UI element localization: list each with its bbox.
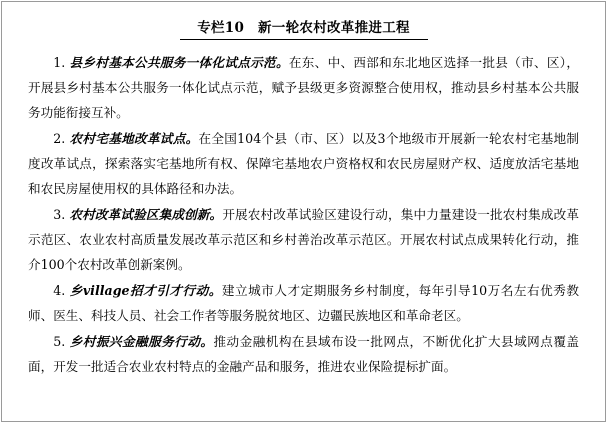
paragraph-5-lead: 乡村振兴金融服务行动。 xyxy=(69,334,214,349)
document-body xyxy=(2,40,605,379)
paragraph-4 xyxy=(28,278,579,328)
paragraph-3-lead: 农村改革试验区集成创新。 xyxy=(69,207,223,222)
paragraph-1-lead: 县乡村基本公共服务一体化试点示范。 xyxy=(69,55,289,70)
paragraph-4-text: 建立城市人才定期服务乡村制度，每年引导10万名左右优秀教师、医生、科技人员、社会工作者等服务脱贫地区、边疆民族地区和革命老区。 xyxy=(28,283,579,323)
paragraph-3-text: 开展农村改革试验区建设行动，集中力量建设一批农村集成改革示范区、农业农村高质量发展改革示范区和乡村善治改革示范区。开展农村试点成果转化行动，推介100个农村改革创新案例。 xyxy=(28,207,579,272)
paragraph-1 xyxy=(28,50,579,125)
paragraph-5 xyxy=(28,329,579,379)
paragraph-2-text: 在全国104个县（市、区）以及3个地级市开展新一轮农村宅基地制度改革试点，探索落实宅基地所有权、保障宅基地农户资格权和农民房屋财产权、适度放活宅基地和农民房屋使用权的具体路径和办法。 xyxy=(28,131,579,196)
paragraph-2-number: 2. xyxy=(53,131,66,146)
paragraph-2-lead: 农村宅基地改革试点。 xyxy=(69,131,199,146)
paragraph-5-number: 5. xyxy=(53,334,66,349)
paragraph-4-number: 4. xyxy=(53,283,66,298)
paragraph-1-number: 1. xyxy=(53,55,66,70)
paragraph-3 xyxy=(28,202,579,277)
paragraph-5-text: 推动金融机构在县域布设一批网点，不断优化扩大县域网点覆盖面，开发一批适合农业农村特点的金融产品和服务，推进农业保险提标扩面。 xyxy=(28,334,579,374)
paragraph-3-number: 3. xyxy=(53,207,66,222)
callout-box xyxy=(1,1,606,422)
paragraph-2 xyxy=(28,126,579,201)
page-title: 专栏10 新一轮农村改革推进工程 xyxy=(197,20,410,36)
paragraph-4-lead: 乡village招才引才行动。 xyxy=(69,283,222,298)
paragraph-1-text: 在东、中、西部和东北地区选择一批县（市、区），开展县乡村基本公共服务一体化试点示范，赋予县级更多资源整合使用权，推动县乡村基本公共服务功能衔接互补。 xyxy=(28,55,579,120)
